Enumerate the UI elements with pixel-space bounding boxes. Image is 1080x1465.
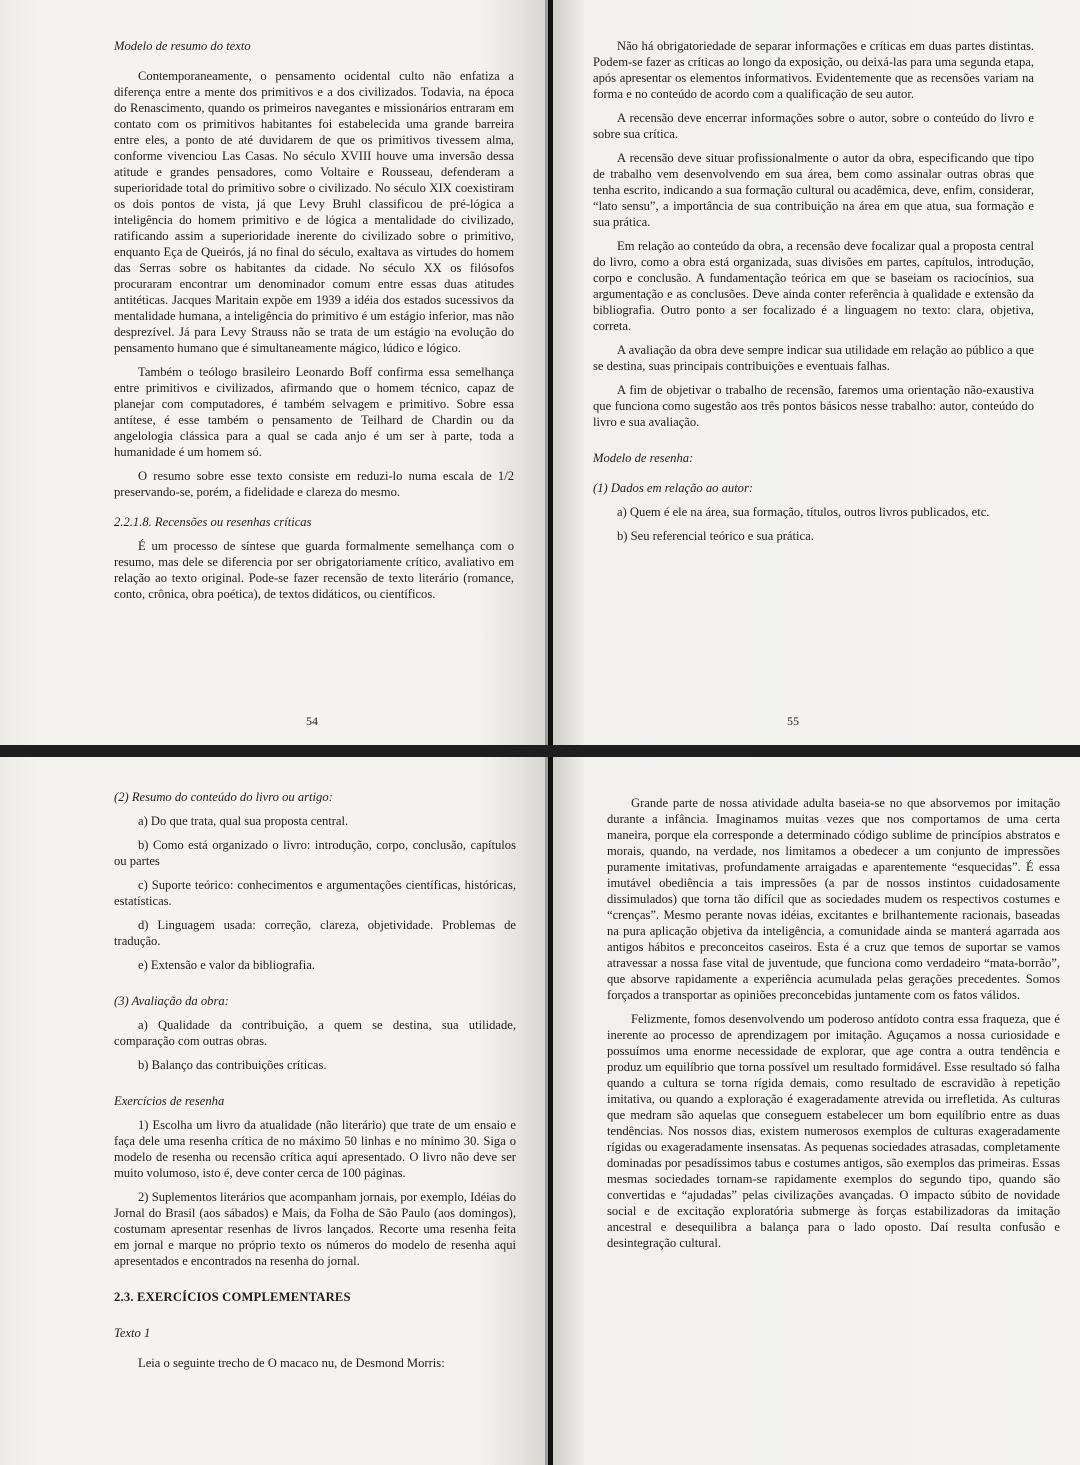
content-item-d: d) Linguagem usada: correção, clareza, objetividade. Problemas de tradução.	[114, 918, 516, 948]
page-54-column	[114, 38, 514, 602]
page-55-column	[593, 38, 1034, 544]
page-57	[553, 757, 1080, 1465]
recensao-paragraph-3: A recensão deve situar profissionalmente o autor da obra, especificando que tipo de trabalho vem desenvolvendo em sua área, bem como assinalar outras obras que tenha escrito, indicando a sua formação cultural ou acadêmica, deve, enfim, considerar, “lato sensu”, a importância de sua contribuição na área em que atua, sua formação e sua prática.	[593, 151, 1034, 229]
recensao-paragraph-6: A fim de objetivar o trabalho de recensão, faremos uma orientação não-exaustiva que funciona como sugestão aos três pontos básicos nesse trabalho: autor, conteúdo do livro e sua avaliação.	[593, 383, 1034, 429]
page-57-column	[607, 795, 1060, 1251]
recensao-paragraph-1: Não há obrigatoriedade de separar informações e críticas em duas partes distintas. Podem-se fazer as críticas ao longo da exposição, ou deixá-las para uma segunda etapa, após apresentar os elementos informativos. Evidentemente que as recensões variam na forma e no conteúdo de acordo com a qualificação de seu autor.	[593, 39, 1034, 101]
section-heading-recensoes: 2.2.1.8. Recensões ou resenhas críticas	[114, 515, 312, 529]
page-number-54: 54	[306, 714, 318, 728]
page-56	[0, 757, 548, 1465]
page-55	[553, 0, 1080, 745]
spread-pages-56-57	[0, 757, 1080, 1465]
content-item-c: c) Suporte teórico: conhecimentos e argumentações científicas, históricas, estatísticas.	[114, 878, 516, 908]
review-model-evaluation-heading: (3) Avaliação da obra:	[114, 994, 229, 1008]
exercises-heading: Exercícios de resenha	[114, 1094, 225, 1108]
review-model-item-b: b) Seu referencial teórico e sua prática.	[617, 529, 814, 543]
content-item-e: e) Extensão e valor da bibliografia.	[138, 958, 315, 972]
review-model-item-a: a) Quem é ele na área, sua formação, títulos, outros livros publicados, etc.	[617, 505, 990, 519]
evaluation-item-b: b) Balanço das contribuições críticas.	[138, 1058, 327, 1072]
review-model-content-heading: (2) Resumo do conteúdo do livro ou artigo:	[114, 790, 333, 804]
excerpt-paragraph-2: Felizmente, fomos desenvolvendo um poderoso antídoto contra essa fraqueza, que é inerente ao processo de aprendizagem por imitação. Aguçamos a nossa curiosidade e possuímos uma enorme necessidade de explorar, que age contra a outra tendência e produz um equilíbrio que torna possível um resultado formidável. Esse resultado só falha quando a cultura se torna rígida demais, como resultado de escravidão à repetição imitativa, ou quando a exploração é exageradamente atrevida ou irrefletida. As culturas que medram são aquelas que conseguem estabelecer um bom equilíbrio entre as duas tendências. Nos nossos dias, existem numerosos exemplos de culturas exageradamente rígidas ou exageradamente insensatas. As pequenas sociedades atrasadas, completamente dominadas por pesadíssimos tabus e costumes antigos, são exemplos das primeiras. Essas mesmas sociedades tornam-se rapidamente exemplos do segundo tipo, quando são convertidas e “ajudadas” pelas civilizações avançadas. O impacto súbito de novidade social e de excitação exploratória submerge às forças estabilizadoras da imitação ancestral e desequilibra a balança para o lado oposto. Daí resulta confusão e desintegração cultural.	[607, 1012, 1060, 1250]
summary-model-paragraph-2: Também o teólogo brasileiro Leonardo Boff confirma essa semelhança entre primitivos e civilizados, afirmando que o homem técnico, capaz de planejar com computadores, é também selvagem e primitivo. Sobre essa antítese, é esse também o pensamento de Teilhard de Chardin ou da angelologia clássica para a qual se cada anjo é um ser à parte, toda a humanidade é um homem só.	[114, 365, 514, 459]
excerpt-paragraph-1: Grande parte de nossa atividade adulta baseia-se no que absorvemos por imitação durante a infância. Imaginamos muitas vezes que nos comportamos de uma certa maneira, porque ela corresponde a determinado código sublime de princípios abstratos e morais, quando, na verdade, nos limitamos a obedecer a um conjunto de impressões puramente imitativas, profundamente arraigadas e aparentemente “esquecidas”. É essa imutável obediência a tais impressões (a par de nossos instintos cuidadosamente dissimulados) que torna tão difícil que as sociedades mudem os respectivos costumes e “crenças”. Mesmo perante novas idéias, excitantes e brilhantemente racionais, baseadas na pura aplicação objetiva da inteligência, a comunidade ainda se manterá agarrada aos antigos hábitos e preconceitos caseiros. Esta é a cruz que temos de suportar se vamos atravessar a nossa fase vital de juventude, que funciona como verdadeiro “mata-borrão”, que absorve rapidamente a experiência acumulada pelas gerações precedentes. Somos forçados a transportar as opiniões preconcebidas juntamente com os fatos válidos.	[607, 796, 1060, 1002]
recensao-paragraph-2: A recensão deve encerrar informações sobre o autor, sobre o conteúdo do livro e sobre sua crítica.	[593, 111, 1034, 141]
texto-1-lead: Leia o seguinte trecho de O macaco nu, de Desmond Morris:	[138, 1356, 445, 1370]
content-item-b: b) Como está organizado o livro: introdução, corpo, conclusão, capítulos ou partes	[114, 838, 516, 868]
summary-model-title: Modelo de resumo do texto	[114, 39, 251, 53]
review-model-title: Modelo de resenha:	[593, 451, 694, 465]
summary-model-paragraph-3: O resumo sobre esse texto consiste em reduzi-lo numa escala de 1/2 preservando-se, porém, a fidelidade e clareza do mesmo.	[114, 469, 514, 499]
recensoes-paragraph: É um processo de síntese que guarda formalmente semelhança com o resumo, mas dele se diferencia por ser obrigatoriamente crítico, avaliativo em relação ao texto original. Pode-se fazer recensão de texto literário (romance, conto, crônica, obra poética), de textos didáticos, ou científicos.	[114, 539, 514, 601]
exercise-2: 2) Suplementos literários que acompanham jornais, por exemplo, Idéias do Jornal do Brasil (aos sábados) e Mais, da Folha de São Paulo (aos domingos), costumam apresentar resenhas de livros lançados. Recorte uma resenha feita em jornal e marque no próprio texto os números do modelo de resenha aqui apresentados e encontrados na resenha do jornal.	[114, 1190, 516, 1268]
page-56-column	[114, 789, 516, 1371]
summary-model-paragraph-1: Contemporaneamente, o pensamento ocidental culto não enfatiza a diferença entre a mente dos primitivos e a dos civilizados. Todavia, na época do Renascimento, quando os primeiros navegantes e missionários entraram em contato com os primitivos habitantes foi estabelecida uma grande barreira entre eles, a ponto de até duvidarem de que os primitivos tivessem alma, conforme vivenciou Las Casas. No século XVIII houve uma inversão dessa atitude e grandes pensadores, como Voltaire e Rousseau, defenderam a superioridade total do primitivo sobre o civilizado. No século XIX coexistiram os dois pontos de vista, já que Levy Bruhl classificou de pré-lógica a inteligência do homem primitivo e de lógica a mentalidade do civilizado, ratificando assim a superioridade inerente do civilizado sobre o primitivo, enquanto Eça de Queirós, já no final do século, exaltava as virtudes do homem das Serras sobre os habitantes da cidade. No século XX os filósofos procuraram encontrar um denominador comum entre essas duas atitudes antitéticas. Jacques Maritain expõe em 1939 a idéia dos estados sucessivos da mentalidade humana, a inteligência do primitivo é um estágio inferior, mas não desprezível. Já para Levy Strauss não se trata de um estágio na evolução do pensamento humano que é simultaneamente mágico, lúdico e lógico.	[114, 69, 514, 355]
page-54	[0, 0, 548, 745]
recensao-paragraph-4: Em relação ao conteúdo da obra, a recensão deve focalizar qual a proposta central do livro, como a obra está organizada, suas divisões em partes, capítulos, introdução, corpo e conclusão. A fundamentação teórica em que se baseiam os raciocínios, sua argumentação e as conclusões. Deve ainda conter referência à qualidade e extensão da bibliografia. Outro ponto a ser focalizado é a linguagem no texto: clara, objetiva, correta.	[593, 239, 1034, 333]
texto-1-label: Texto 1	[114, 1326, 151, 1340]
section-heading-complementary-exercises: 2.3. EXERCÍCIOS COMPLEMENTARES	[114, 1290, 351, 1304]
exercise-1: 1) Escolha um livro da atualidade (não literário) que trate de um ensaio e faça dele uma resenha crítica de no máximo 50 linhas e no mínimo 30. Siga o modelo de resenha ou recensão crítica aqui apresentado. O livro não deve ser muito volumoso, isto é, deve conter cerca de 100 páginas.	[114, 1118, 516, 1180]
recensao-paragraph-5: A avaliação da obra deve sempre indicar sua utilidade em relação ao público a que se destina, suas principais contribuições e eventuais falhas.	[593, 343, 1034, 373]
review-model-author-heading: (1) Dados em relação ao autor:	[593, 481, 754, 495]
evaluation-item-a: a) Qualidade da contribuição, a quem se destina, sua utilidade, comparação com outras obras.	[114, 1018, 516, 1048]
page-number-55: 55	[787, 714, 799, 728]
content-item-a: a) Do que trata, qual sua proposta central.	[138, 814, 349, 828]
